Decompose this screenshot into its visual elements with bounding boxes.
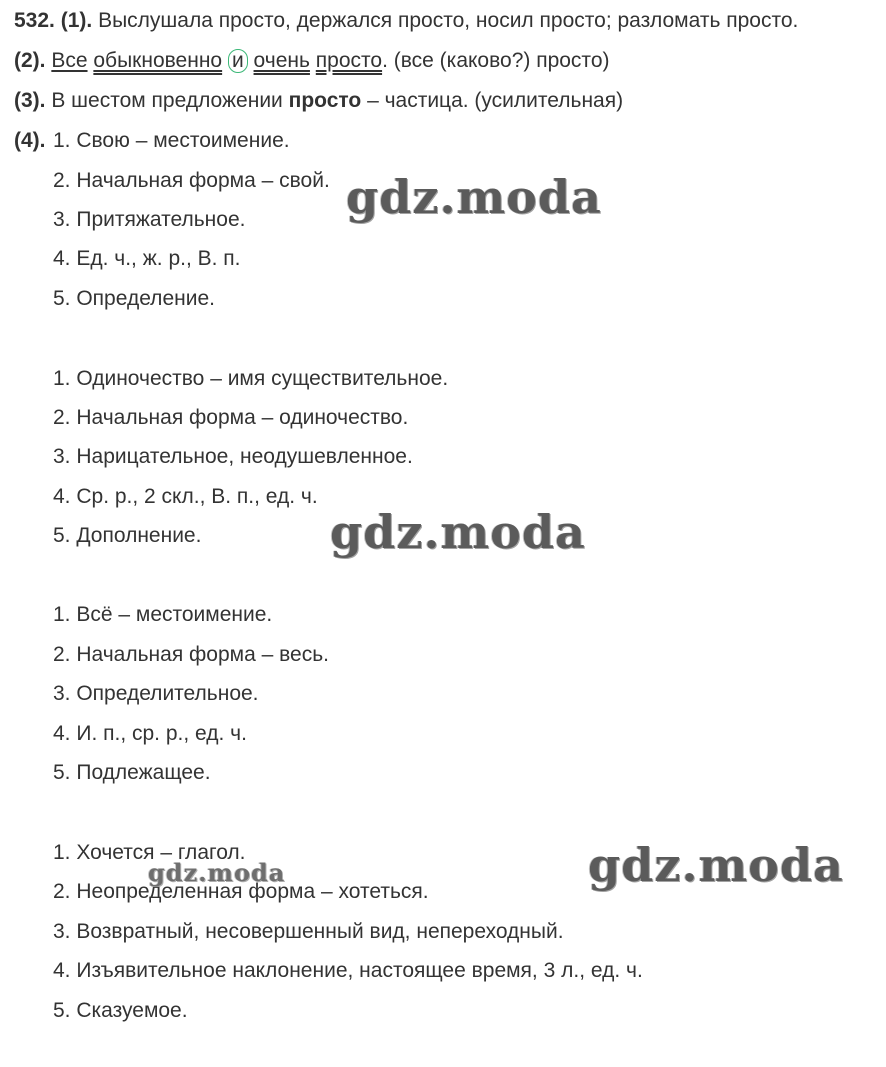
watermark: gdz.moda bbox=[330, 505, 586, 559]
word-adverb-2: очень bbox=[253, 49, 310, 72]
list-item: 3. Возвратный, несовершенный вид, непереходный. bbox=[53, 920, 564, 943]
part-label-4: (4). bbox=[14, 129, 46, 152]
list-item: 5. Подлежащее. bbox=[53, 761, 211, 784]
answer-part-1 bbox=[14, 8, 798, 34]
part-1-text: Выслушала просто, держался просто, носил просто; разломать просто. bbox=[98, 9, 799, 32]
list-item: 2. Неопределенная форма – хотеться. bbox=[53, 880, 429, 903]
list-item: 2. Начальная форма – весь. bbox=[53, 643, 330, 666]
answer-part-3 bbox=[14, 88, 623, 114]
list-item: 5. Дополнение. bbox=[53, 524, 202, 547]
watermark-small: gdz.moda bbox=[148, 858, 286, 887]
part-label-3: (3). bbox=[14, 89, 46, 112]
part-3-pre: В шестом предложении bbox=[51, 89, 283, 112]
word-adverb-1: обыкновенно bbox=[93, 49, 223, 72]
list-item: 1. Одиночество – имя существительное. bbox=[53, 367, 449, 390]
part-label-1: (1). bbox=[60, 9, 93, 32]
list-item: 1. Хочется – глагол. bbox=[53, 841, 246, 864]
word-conjunction: и bbox=[228, 49, 248, 73]
list-item: 3. Определительное. bbox=[53, 682, 259, 705]
answer-part-2 bbox=[14, 48, 610, 74]
watermark: gdz.moda bbox=[346, 170, 602, 224]
list-item: 2. Начальная форма – одиночество. bbox=[53, 406, 409, 429]
word-adverb-3: просто bbox=[315, 49, 383, 72]
list-item: 5. Определение. bbox=[53, 287, 215, 310]
list-item: 4. И. п., ср. р., ед. ч. bbox=[53, 722, 247, 745]
watermark: gdz.moda bbox=[588, 838, 844, 892]
list-item: 4. Ед. ч., ж. р., В. п. bbox=[53, 247, 241, 270]
list-item: 5. Сказуемое. bbox=[53, 999, 188, 1022]
list-item: 2. Начальная форма – свой. bbox=[53, 169, 330, 192]
word-subject: Все bbox=[51, 49, 88, 72]
answer-part-4-label bbox=[14, 128, 46, 154]
list-item: 1. Всё – местоимение. bbox=[53, 603, 273, 626]
list-item: 3. Нарицательное, неодушевленное. bbox=[53, 445, 413, 468]
task-number: 532. bbox=[14, 9, 55, 32]
part-3-post: – частица. (усилительная) bbox=[367, 89, 624, 112]
list-item: 1. Свою – местоимение. bbox=[53, 129, 290, 152]
list-item: 4. Ср. р., 2 скл., В. п., ед. ч. bbox=[53, 485, 318, 508]
part-2-tail: . (все (каково?) просто) bbox=[382, 49, 610, 72]
list-item: 4. Изъявительное наклонение, настоящее время, 3 л., ед. ч. bbox=[53, 959, 643, 982]
list-item: 3. Притяжательное. bbox=[53, 208, 246, 231]
part-3-bold: просто bbox=[288, 89, 362, 112]
part-label-2: (2). bbox=[14, 49, 46, 72]
